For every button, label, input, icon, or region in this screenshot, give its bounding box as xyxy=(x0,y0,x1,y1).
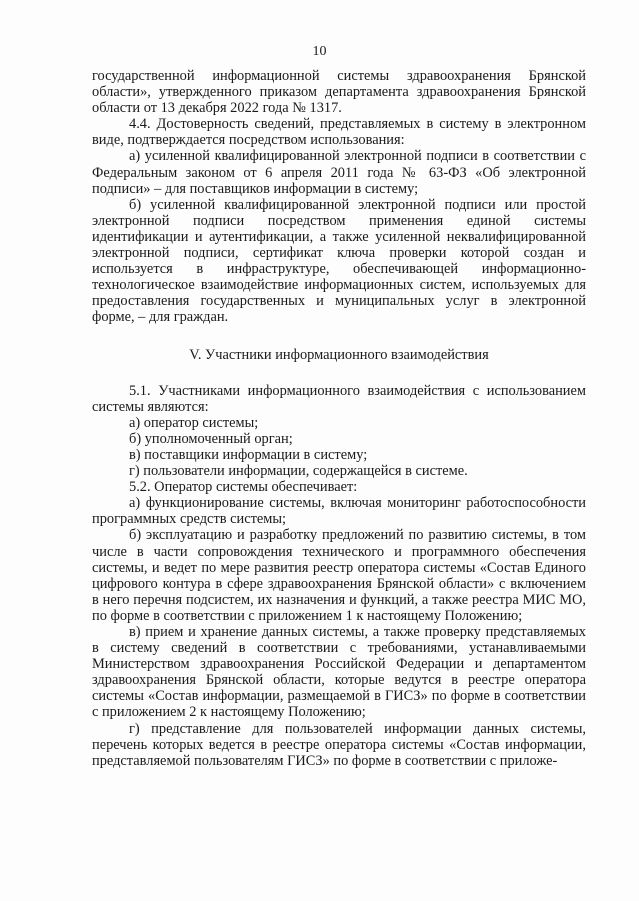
paragraph-4-4-a: а) усиленной квалифицированной электронной подписи в соответствии с Федеральным законом от 6 апреля 2011 года № 63-ФЗ «Об электронной подписи» – для поставщиков информации в систему; xyxy=(92,148,586,197)
paragraph-5-2-b: б) эксплуатацию и разработку предложений по развитию системы, в том числе в части сопровождения технического и программного обеспечения системы, и ведет по мере развития реестр оператора системы «Состав Единого цифрового контура в сфере здравоохранения Брянской области» с включением в него перечня подсистем, их назначения и функций, а также реестра МИС МО, по форме в соответствии с приложением 1 к настоящему Положению; xyxy=(92,527,586,624)
paragraph-5-2: 5.2. Оператор системы обеспечивает: xyxy=(129,479,358,496)
paragraph-5-1-a: а) оператор системы; xyxy=(129,414,259,431)
page-number: 10 xyxy=(312,44,327,59)
document-body xyxy=(92,68,586,769)
paragraph-4-4: 4.4. Достоверность сведений, представляемых в систему в электронном виде, подтверждается посредством использования: xyxy=(92,116,586,149)
paragraph-4-4-b: б) усиленной квалифицированной электронной подписи или простой электронной подписи посредством применения единой системы идентификации и аутентификации, а также усиленной неквалифицированной электронной подписи, сертификат ключа проверки которой создан и используется в инфраструктуре, обеспечивающей информационно-технологическое взаимодействие информационных систем, используемых для предоставления государственных и муниципальных услуг в электронной форме, – для граждан. xyxy=(92,196,586,326)
paragraph-5-1: 5.1. Участниками информационного взаимодействия с использованием системы являются: xyxy=(92,382,586,415)
paragraph-5-1-b: б) уполномоченный орган; xyxy=(129,430,293,447)
paragraph-5-2-a: а) функционирование системы, включая мониторинг работоспособности программных средств системы; xyxy=(92,495,586,528)
paragraph-continuation: государственной информационной системы здравоохранения Брянской области», утвержденного приказом департамента здравоохранения Брянской области от 13 декабря 2022 года № 1317. xyxy=(92,68,586,117)
paragraph-5-1-d: г) пользователи информации, содержащейся в системе. xyxy=(129,463,468,480)
paragraph-5-2-c: в) прием и хранение данных системы, а также проверку представляемых в систему сведений в соответствии с требованиями, устанавливаемыми Министерством здравоохранения Российской Федерации и департаментом здравоохранения Брянской области, которые ведутся в реестре оператора системы «Состав информации, размещаемой в ГИСЗ» по форме в соответствии с приложением 2 к настоящему Положению; xyxy=(92,624,586,721)
paragraph-5-1-c: в) поставщики информации в систему; xyxy=(129,446,368,463)
paragraph-5-2-d: г) представление для пользователей информации данных системы, перечень которых ведется в реестре оператора системы «Состав информации, представляемой пользователям ГИСЗ» по форме в соответствии с приложе- xyxy=(92,720,586,769)
section-heading: V. Участники информационного взаимодействия xyxy=(189,346,489,363)
